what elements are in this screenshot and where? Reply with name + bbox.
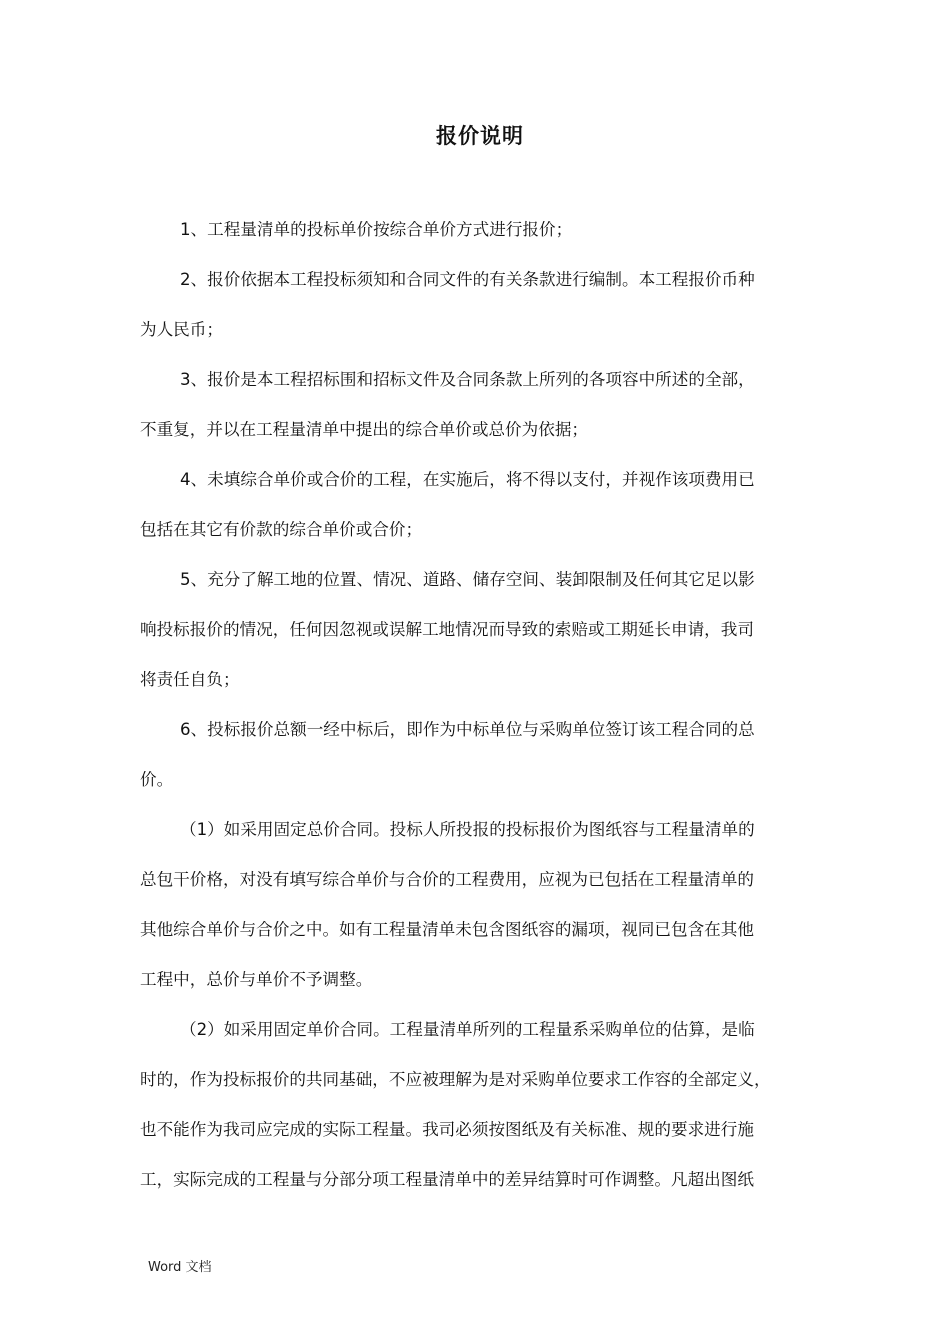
text-line: 5、充分了解工地的位置、情况、道路、储存空间、装卸限制及任何其它足以影 [180, 570, 755, 589]
page-title: 报价说明 [436, 124, 524, 148]
text-line: 为人民币； [140, 320, 223, 339]
text-line: （1）如采用固定总价合同。投标人所投报的投标报价为图纸容与工程量清单的 [180, 820, 755, 839]
text-line: 6、投标报价总额一经中标后，即作为中标单位与采购单位签订该工程合同的总 [180, 720, 755, 739]
text-line: 也不能作为我司应完成的实际工程量。我司必须按图纸及有关标准、规的要求进行施 [140, 1120, 754, 1139]
text-line: 工程中，总价与单价不予调整。 [140, 970, 373, 989]
text-line: 3、报价是本工程招标围和招标文件及合同条款上所列的各项容中所述的全部， [180, 370, 755, 389]
text-line: 时的，作为投标报价的共同基础，不应被理解为是对采购单位要求工作容的全部定义， [140, 1070, 771, 1089]
text-line: 价。 [140, 770, 174, 789]
text-line: 1、工程量清单的投标单价按综合单价方式进行报价； [180, 220, 573, 239]
text-line: （2）如采用固定单价合同。工程量清单所列的工程量系采购单位的估算，是临 [180, 1020, 755, 1039]
text-line: 不重复，并以在工程量清单中提出的综合单价或总价为依据； [140, 420, 589, 439]
page-footer: Word 文档 [148, 1260, 212, 1275]
text-line: 其他综合单价与合价之中。如有工程量清单未包含图纸容的漏项，视同已包含在其他 [140, 920, 754, 939]
text-line: 工，实际完成的工程量与分部分项工程量清单中的差异结算时可作调整。凡超出图纸 [140, 1170, 754, 1189]
text-line: 将责任自负； [140, 670, 240, 689]
text-line: 包括在其它有价款的综合单价或合价； [140, 520, 423, 539]
text-line: 总包干价格，对没有填写综合单价与合价的工程费用，应视为已包括在工程量清单的 [140, 870, 754, 889]
text-line: 2、报价依据本工程投标须知和合同文件的有关条款进行编制。本工程报价币种 [180, 270, 755, 289]
text-line: 响投标报价的情况，任何因忽视或误解工地情况而导致的索赔或工期延长申请，我司 [140, 620, 754, 639]
text-line: 4、未填综合单价或合价的工程，在实施后，将不得以支付，并视作该项费用已 [180, 470, 755, 489]
